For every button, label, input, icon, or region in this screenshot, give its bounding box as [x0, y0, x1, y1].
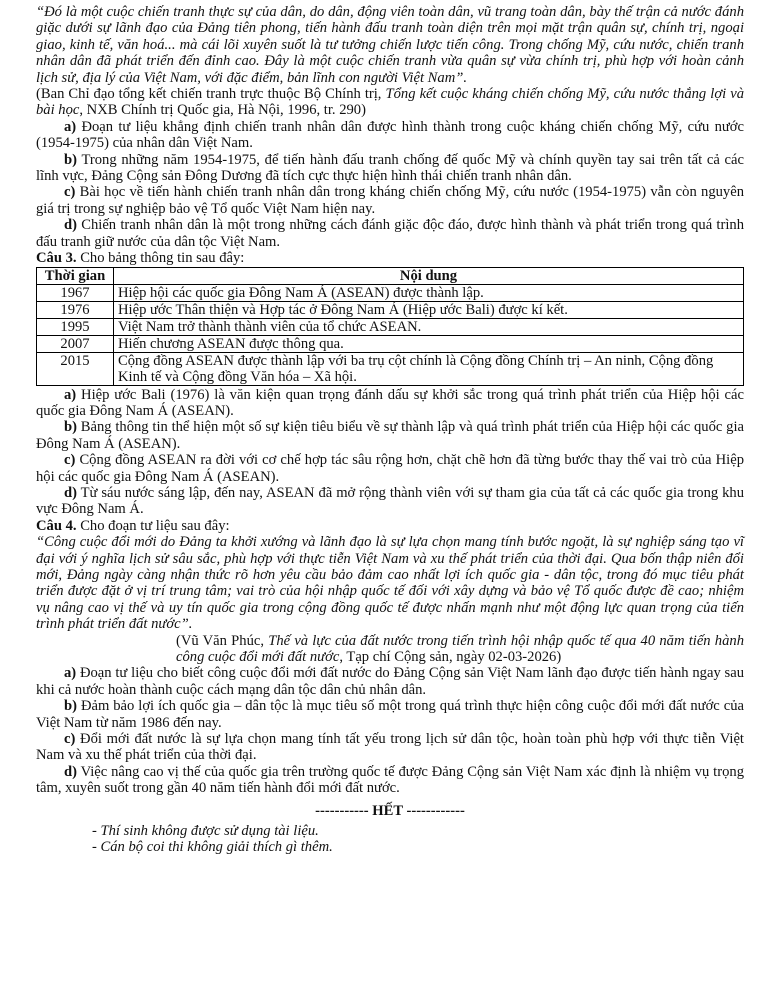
q3-heading: Câu 3. Cho bảng thông tin sau đây:: [36, 250, 245, 267]
q3-info-table: [36, 267, 744, 386]
q2-quote: “Đó là một cuộc chiến tranh thực sự của dân, do dân, động viên toàn dân, vũ trang toàn dân, bày thế trận cả nước đánh giặc dưới sự lãnh đạo của Đảng tiên phong, tiến hành đấu tranh toàn diện trên mọi mặt trận quân sự, chính trị, ngoại giao, kinh tế, văn hoá... mà cái lõi xuyên suốt là tư tưởng chiến lược tiến công. Trong chống Mỹ, cứu nước, chiến tranh nhân dân đã phát triển đến đỉnh cao. Đây là một cuộc chiến tranh vừa quân sự vừa chính trị, phù hợp với hoàn cảnh lịch sử, địa lý của Việt Nam, với đặc điểm, bản lĩnh con người Việt Nam”.: [36, 4, 744, 86]
q4-source: (Vũ Văn Phúc, Thế và lực của đất nước trong tiến trình hội nhập quốc tế qua 40 năm tiến hành công cuộc đổi mới đất nước, Tạp chí Cộng sản, ngày 02-03-2026): [176, 632, 744, 665]
table-cell-content: Hiến chương ASEAN được thông qua.: [114, 335, 744, 352]
table-cell-year: 1976: [37, 301, 114, 318]
table-row: [37, 318, 744, 335]
q2-source-title: Tổng kết cuộc kháng chiến chống Mỹ, cứu nước thắng lợi và bài học: [36, 86, 744, 119]
q3-option-c: c) Cộng đồng ASEAN ra đời với cơ chế hợp tác sâu rộng hơn, chặt chẽ hơn đã từng bước thay thế vai trò của Hiệp hội các quốc gia Đông Nam Á (ASEAN).: [36, 452, 744, 485]
q2-option-c: c) Bài học về tiến hành chiến tranh nhân dân trong kháng chiến chống Mỹ, cứu nước (1954-1975) vẫn còn nguyên giá trị trong sự nghiệp bảo vệ Tổ quốc Việt Nam hiện nay.: [36, 184, 744, 217]
note-line: - Cán bộ coi thi không giải thích gì thêm.: [92, 839, 333, 856]
q3-option-d: d) Từ sáu nước sáng lập, đến nay, ASEAN đã mở rộng thành viên với sự tham gia của tất cả các quốc gia trong khu vực Đông Nam Á.: [36, 484, 744, 518]
q3-label: Câu 3.: [36, 250, 77, 267]
q4-option-a: a) Đoạn tư liệu cho biết công cuộc đổi mới đất nước do Đảng Cộng sản Việt Nam lãnh đạo được tiến hành ngay sau khi cả nước hoàn thành cuộc cách mạng dân tộc dân chủ nhân dân.: [36, 665, 744, 698]
q4-label: Câu 4.: [36, 517, 77, 534]
table-cell-year: 1967: [37, 284, 114, 301]
q4-option-d: d) Việc nâng cao vị thế của quốc gia trên trường quốc tế được Đảng Cộng sản Việt Nam xác định là nhiệm vụ trọng tâm, xuyên suốt trong gần 40 năm tiến hành đổi mới đất nước.: [36, 763, 744, 797]
q4-heading: Câu 4. Cho đoạn tư liệu sau đây:: [36, 517, 230, 534]
table-row: [37, 284, 744, 301]
table-cell-content: Hiệp hội các quốc gia Đông Nam Á (ASEAN) được thành lập.: [114, 284, 744, 301]
table-cell-year: 2007: [37, 335, 114, 352]
q2-option-a: a) Đoạn tư liệu khẳng định chiến tranh nhân dân được hình thành trong cuộc kháng chiến chống Mỹ, cứu nước (1954-1975) của nhân dân Việt Nam.: [36, 118, 744, 152]
table-row: [37, 352, 744, 385]
table-header-row: [37, 267, 744, 284]
q4-option-b: b) Đảm bảo lợi ích quốc gia – dân tộc là mục tiêu số một trong quá trình thực hiện công cuộc đổi mới đất nước của Việt Nam từ năm 1986 đến nay.: [36, 698, 744, 731]
q2-option-d: d) Chiến tranh nhân dân là một trong những cách đánh giặc độc đáo, được hình thành và phát triển trong quá trình đấu tranh giữ nước của dân tộc Việt Nam.: [36, 217, 744, 250]
q4-option-c: c) Đổi mới đất nước là sự lựa chọn mang tính tất yếu trong lịch sử dân tộc, hoàn toàn phù hợp với thực tiễn Việt Nam và xu thế phát triển của thời đại.: [36, 731, 744, 764]
table-row: [37, 335, 744, 352]
table-header-content: Nội dung: [114, 267, 744, 284]
table-cell-year: 1995: [37, 318, 114, 335]
q4-source-title: Thế và lực của đất nước trong tiến trình hội nhập quốc tế qua 40 năm tiến hành công cuộc đổi mới đất nước: [176, 632, 744, 665]
q4-quote: “Công cuộc đổi mới do Đảng ta khởi xướng và lãnh đạo là sự lựa chọn mang tính bước ngoặt, là sự nghiệp sáng tạo vĩ đại với ý nghĩa lịch sử sâu sắc, phù hợp với thực tiễn Việt Nam và xu thế phát triển của thời đại. Qua bốn thập niên đổi mới, Đảng ngày càng nhận thức rõ hơn yêu cầu bảo đảm cao nhất lợi ích quốc gia - dân tộc, trong đó mục tiêu phát triển được đặt ở vị trí trung tâm; vai trò của hội nhập quốc tế đối với xây dựng và bảo vệ Tổ quốc được đề cao; nhiệm vụ nâng cao vị thế và uy tín quốc gia trong cộng đồng quốc tế được nhấn mạnh như một động lực quan trọng của tiến trình phát triển đất nước”.: [36, 534, 744, 633]
note-line: - Thí sinh không được sử dụng tài liệu.: [92, 823, 319, 840]
q3-option-a: a) Hiệp ước Bali (1976) là văn kiện quan trọng đánh dấu sự khởi sắc trong quá trình phát triển của Hiệp hội các quốc gia Đông Nam Á (ASEAN).: [36, 386, 744, 419]
table-cell-year: 2015: [37, 352, 114, 385]
table-cell-content: Cộng đồng ASEAN được thành lập với ba trụ cột chính là Cộng đồng Chính trị – An ninh, Cộng đồng Kinh tế và Cộng đồng Văn hóa – Xã hội.: [114, 352, 744, 385]
q3-option-b: b) Bảng thông tin thể hiện một số sự kiện tiêu biểu về sự thành lập và quá trình phát triển của Hiệp hội các quốc gia Đông Nam Á (ASEAN).: [36, 419, 744, 452]
q2-option-b: b) Trong những năm 1954-1975, để tiến hành đấu tranh chống đế quốc Mỹ và chính quyền tay sai trên tất cả các lĩnh vực, Đảng Cộng sản Đông Dương đã tích cực thực hiện hình thái chiến tranh nhân dân.: [36, 151, 744, 185]
table-cell-content: Việt Nam trở thành thành viên của tổ chức ASEAN.: [114, 318, 744, 335]
q2-source: (Ban Chỉ đạo tổng kết chiến tranh trực thuộc Bộ Chính trị, Tổng kết cuộc kháng chiến chống Mỹ, cứu nước thắng lợi và bài học, NXB Chính trị Quốc gia, Hà Nội, 1996, tr. 290): [36, 86, 744, 119]
table-cell-content: Hiệp ước Thân thiện và Hợp tác ở Đông Nam Á (Hiệp ước Bali) được kí kết.: [114, 301, 744, 318]
end-marker: ----------- HẾT ------------: [315, 802, 465, 819]
table-row: [37, 301, 744, 318]
table-header-time: Thời gian: [37, 267, 114, 284]
